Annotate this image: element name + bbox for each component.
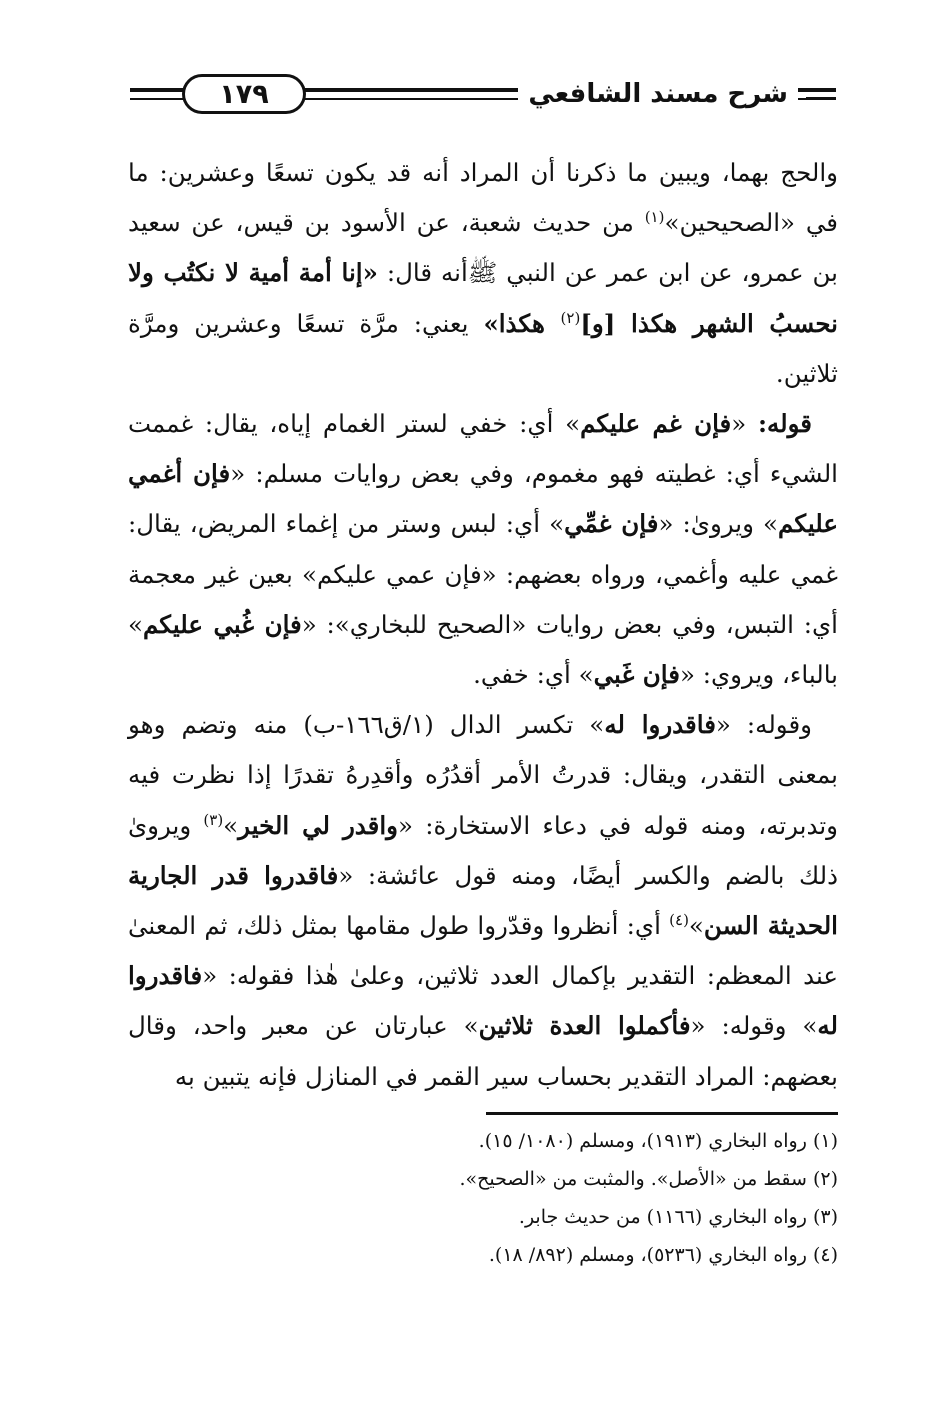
bold-quote: فإن غم عليكم [580, 409, 732, 439]
text-run: « [731, 409, 758, 439]
bold-quote: فاقدروا له [604, 710, 716, 740]
text-run: » ويروىٰ: « [658, 509, 779, 539]
header-dash-ornament [806, 88, 836, 100]
hadith-quote-end: هكذا» [483, 308, 561, 338]
text-run: » بالباء، ويروي: « [128, 609, 838, 690]
footnote-item: (٤) رواه البخاري (٥٢٣٦)، ومسلم (٨٩٢/ ١٨). [488, 1244, 838, 1266]
text-run: » عبارتان عن معبر واحد، وقال بعضهم: المراد التقدير بحساب سير القمر في المنازل فإنه يتبين به [128, 1011, 838, 1091]
hadith-quote: «إنا أمة أمية لا نكتُب ولا نحسبُ الشهر هكذا [و] [128, 258, 838, 338]
footnote-ref-2: (٢) [560, 308, 581, 327]
text-run: » [223, 810, 239, 840]
text-run: » أي: خفي. [473, 660, 594, 690]
running-header [130, 72, 836, 120]
bold-quote: فاقدروا له [128, 961, 838, 1041]
footnote-ref-3: (٣) [203, 810, 224, 829]
footnote-item: (١) رواه البخاري (١٩١٣)، ومسلم (١٠٨٠/ ١٥). [478, 1130, 838, 1152]
bold-quote: فاقدروا قدر الجارية الحديثة السن [128, 860, 838, 941]
bold-quote: فإن أغمي عليكم [128, 459, 838, 539]
text-run: » تكسر الدال (١/ق١٦٦-ب) منه وتضم وهو بمعنى التقدر، ويقال: قدرتُ الأمر أقدُرُه وأقدِرهُ تقدرًا إذا نظرت فيه وتدبرته، ومنه قوله في دعاء الاستخارة: « [128, 710, 838, 840]
text-run: » أي: خفي لستر الغمام إياه، يقال: غممت الشيء أي: غطيته فهو مغموم، وفي بعض روايات مسلم: « [128, 409, 838, 489]
footnote-item: (٢) سقط من «الأصل». والمثبت من «الصحيح». [459, 1168, 838, 1190]
footnote-ref-1: (١) [644, 208, 665, 227]
paragraph-3 [128, 700, 838, 1102]
book-title: شرح مسند الشافعي [518, 74, 798, 114]
bold-quote: فأكملوا العدة ثلاثين [478, 1011, 691, 1041]
lemma-label: قوله: [758, 409, 813, 439]
footnote-separator [486, 1112, 838, 1115]
text-run: » وقوله: « [690, 1011, 818, 1041]
bold-quote: واقدر لي الخير [238, 810, 399, 840]
text-run: ويروىٰ ذلك بالضم والكسر أيضًا، ومنه قول عائشة: « [128, 810, 838, 890]
bold-quote: فإن غُبي عليكم [143, 609, 302, 639]
footnote-item: (٣) رواه البخاري (١١٦٦) من حديث جابر. [518, 1206, 838, 1228]
text-run: » أي: لبس وستر من إغماء المريض، يقال: غمي عليه وأغمي، ورواه بعضهم: «فإن عمي عليكم» بعين غير معجمة أي: التبس، وفي بعض روايات «الصحيح للبخاري»: « [128, 509, 838, 639]
text-run: من حديث شعبة، عن الأسود بن قيس، عن سعيد بن عمرو، عن ابن عمر عن النبي ﷺأنه قال: [128, 208, 838, 288]
text-run: والحج بهما، ويبين ما ذكرنا أن المراد أنه قد يكون تسعًا وعشرين: ما في «الصحيحين» [128, 158, 838, 238]
text-run: وقوله: « [715, 710, 812, 740]
page-number: ١٧٩ [182, 74, 306, 114]
paragraph-1 [128, 148, 838, 399]
text-run: يعني: مرَّة تسعًا وعشرين ومرَّة ثلاثين. [128, 308, 838, 388]
footnotes [330, 1122, 838, 1274]
text-run: » [688, 911, 704, 941]
paragraph-2 [128, 399, 838, 700]
footnote-ref-4: (٤) [669, 910, 689, 929]
bold-quote: فإن غَبي [593, 660, 680, 690]
main-text [128, 148, 838, 1102]
text-run: أي: أنظروا وقدّروا طول مقامها بمثل ذلك، ثم المعنىٰ عند المعظم: التقدير بإكمال العدد ثلاثين، وعلىٰ هٰذا فقوله: « [128, 911, 838, 991]
bold-quote: فإن غمِّي [564, 509, 659, 539]
